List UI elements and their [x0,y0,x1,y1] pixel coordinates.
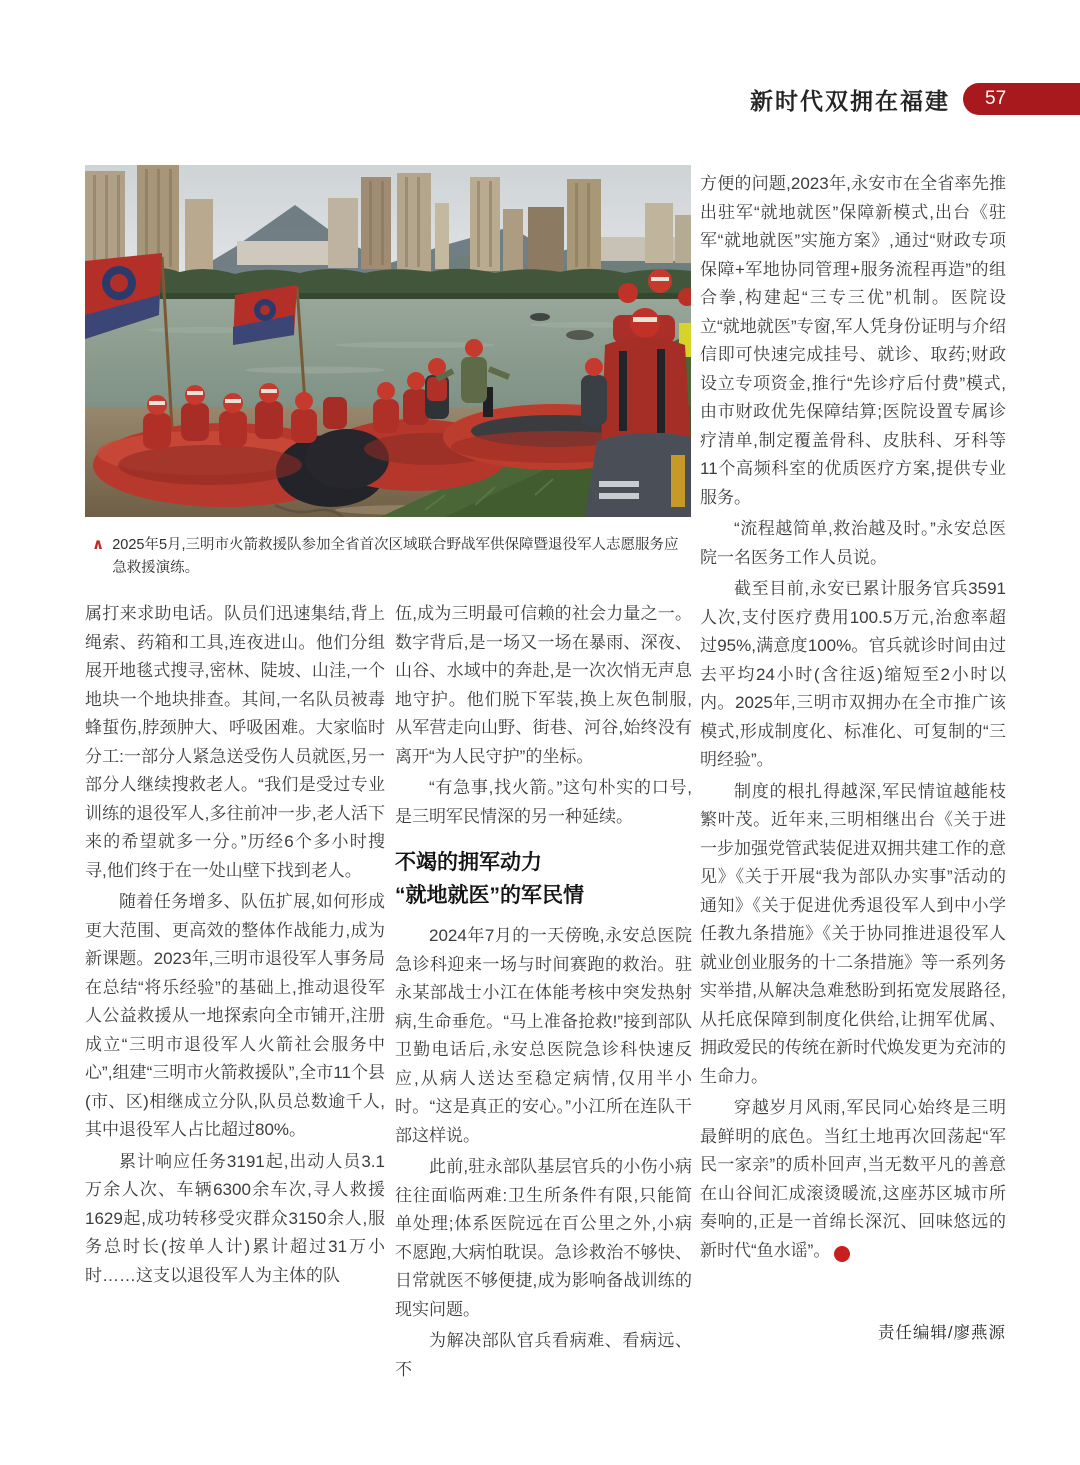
column-right [700,170,1006,1348]
section-heading-line2: “就地就医”的军民情 [395,884,584,907]
caption-arrow-icon: ∧ [92,536,105,553]
paragraph-left-2: 随着任务增多、队伍扩展,如何形成更大范围、更高效的整体作战能力,成为新课题。2023年,三明市退役军人事务局在总结“将乐经验”的基础上,推动退役军人公益救援从一地探索向全市铺开,注册成立“三明市退役军人火箭社会服务中心”,组建“三明市火箭救援队”,全市11个县(市、区)相继成立分队,队员总数逾千人,其中退役军人占比超过80%。 [85,892,385,1139]
rescue-drill-photo [85,165,691,517]
paragraph-right-continuation: 方便的问题,2023年,永安市在全省率先推出驻军“就地就医”保障新模式,出台《驻军“就地就医”实施方案》,通过“财政专项保障+军地协同管理+服务流程再造”的组合拳,构建起“三专三优”机制。医院设立“就地就医”专窗,军人凭身份证明与介绍信即可快速完成挂号、就诊、取药;财政设立专项资金,推行“先诊疗后付费”模式,由市财政优先保障结算;医院设置专属诊疗清单,制定覆盖骨科、皮肤科、牙科等11个高频科室的优质医疗方案,提供专业服务。 [700,174,1006,507]
paragraph-right-3: 截至目前,永安已累计服务官兵3591人次,支付医疗费用100.5万元,治愈率超过95%,满意度100%。官兵就诊时间由过去平均24小时(含往返)缩短至2小时以内。2025年,三明市双拥办在全市推广该模式,形成制度化、标准化、可复制的“三明经验”。 [700,579,1006,769]
paragraph-middle-continuation: 伍,成为三明最可信赖的社会力量之一。数字背后,是一场又一场在暴雨、深夜、山谷、水域中的奔赴,是一次次悄无声息地守护。他们脱下军装,换上灰色制服,从军营走向山野、街巷、河谷,始终没有离开“为人民守护”的坐标。 [395,604,692,766]
closing-paragraph [700,1094,1006,1265]
paragraph-right-4: 制度的根扎得越深,军民情谊越能枝繁叶茂。近年来,三明相继出台《关于进一步加强党管武装促进双拥共建工作的意见》《关于开展“我为部队办实事”活动的通知》《关于促进优秀退役军人到中小学任教九条措施》《关于协同推进退役军人就业创业服务的十二条措施》等一系列务实举措,从解决急难愁盼到拓宽发展路径,从托底保障到制度化供给,让拥军优属、拥政爱民的传统在新时代焕发更为充沛的生命力。 [700,781,1006,1086]
page-header-title: 新时代双拥在福建 [750,88,950,114]
section-heading [395,846,692,912]
section-heading-line1: 不竭的拥军动力 [395,851,542,874]
page-number-badge [963,83,1080,115]
editor-credit: 责任编辑/廖燕源 [877,1324,1006,1342]
photo-caption [92,534,692,580]
paragraph-middle-3: 2024年7月的一天傍晚,永安总医院急诊科迎来一场与时间赛跑的救治。驻永某部战士小江在体能考核中突发热射病,生命垂危。“马上准备抢救!”接到部队卫勤电话后,永安总医院急诊科快速反应,从病人送达至稳定病情,仅用半小时。“这是真正的安心。”小江所在连队干部这样说。 [395,926,692,1145]
paragraph-middle-4: 此前,驻永部队基层官兵的小伤小病往往面临两难:卫生所条件有限,只能简单处理;体系医院远在百公里之外,小病不愿跑,大病怕耽误。急诊救治不够快、日常就医不够便捷,成为影响备战训练的现实问题。 [395,1157,692,1319]
paragraph-left-continuation: 属打来求助电话。队员们迅速集结,背上绳索、药箱和工具,连夜进山。他们分组展开地毯式搜寻,密林、陡坡、山洼,一个地块一个地块排查。其间,一名队员被毒蜂蜇伤,脖颈肿大、呼吸困难。大家临时分工:一部分人紧急送受伤人员就医,另一部分人继续搜救老人。“我们是受过专业训练的退役军人,多往前冲一步,老人活下来的希望就多一分。”历经6个多小时搜寻,他们终于在一处山壁下找到老人。 [85,604,385,880]
paragraph-middle-2: “有急事,找火箭。”这句朴实的口号,是三明军民情深的另一种延续。 [395,778,692,826]
paragraph-middle-5: 为解决部队官兵看病难、看病远、不 [395,1331,692,1379]
paragraph-right-2: “流程越简单,救治越及时。”永安总医院一名医务工作人员说。 [700,519,1006,567]
column-middle [395,600,692,1387]
rescue-boats-illustration [85,165,691,517]
page-number: 57 [985,88,1007,109]
article-end-icon: H [834,1246,850,1262]
paragraph-left-3: 累计响应任务3191起,出动人员3.1万余人次、车辆6300余车次,寻人救援1629起,成功转移受灾群众3150余人,服务总时长(按单人计)累计超过31万小时……这支以退役军人为主体的队 [85,1151,385,1285]
closing-paragraph-text: 穿越岁月风雨,军民同心始终是三明最鲜明的底色。当红土地再次回荡起“军民一家亲”的质朴回声,当无数平凡的善意在山谷间汇成滚烫暖流,这座苏区城市所奏响的,正是一首绵长深沉、回味悠远的新时代“鱼水谣”。 [700,1098,1006,1260]
caption-text: 2025年5月,三明市火箭救援队参加全省首次区域联合野战军供保障暨退役军人志愿服务应急救援演练。 [112,537,679,576]
column-left [85,600,385,1293]
